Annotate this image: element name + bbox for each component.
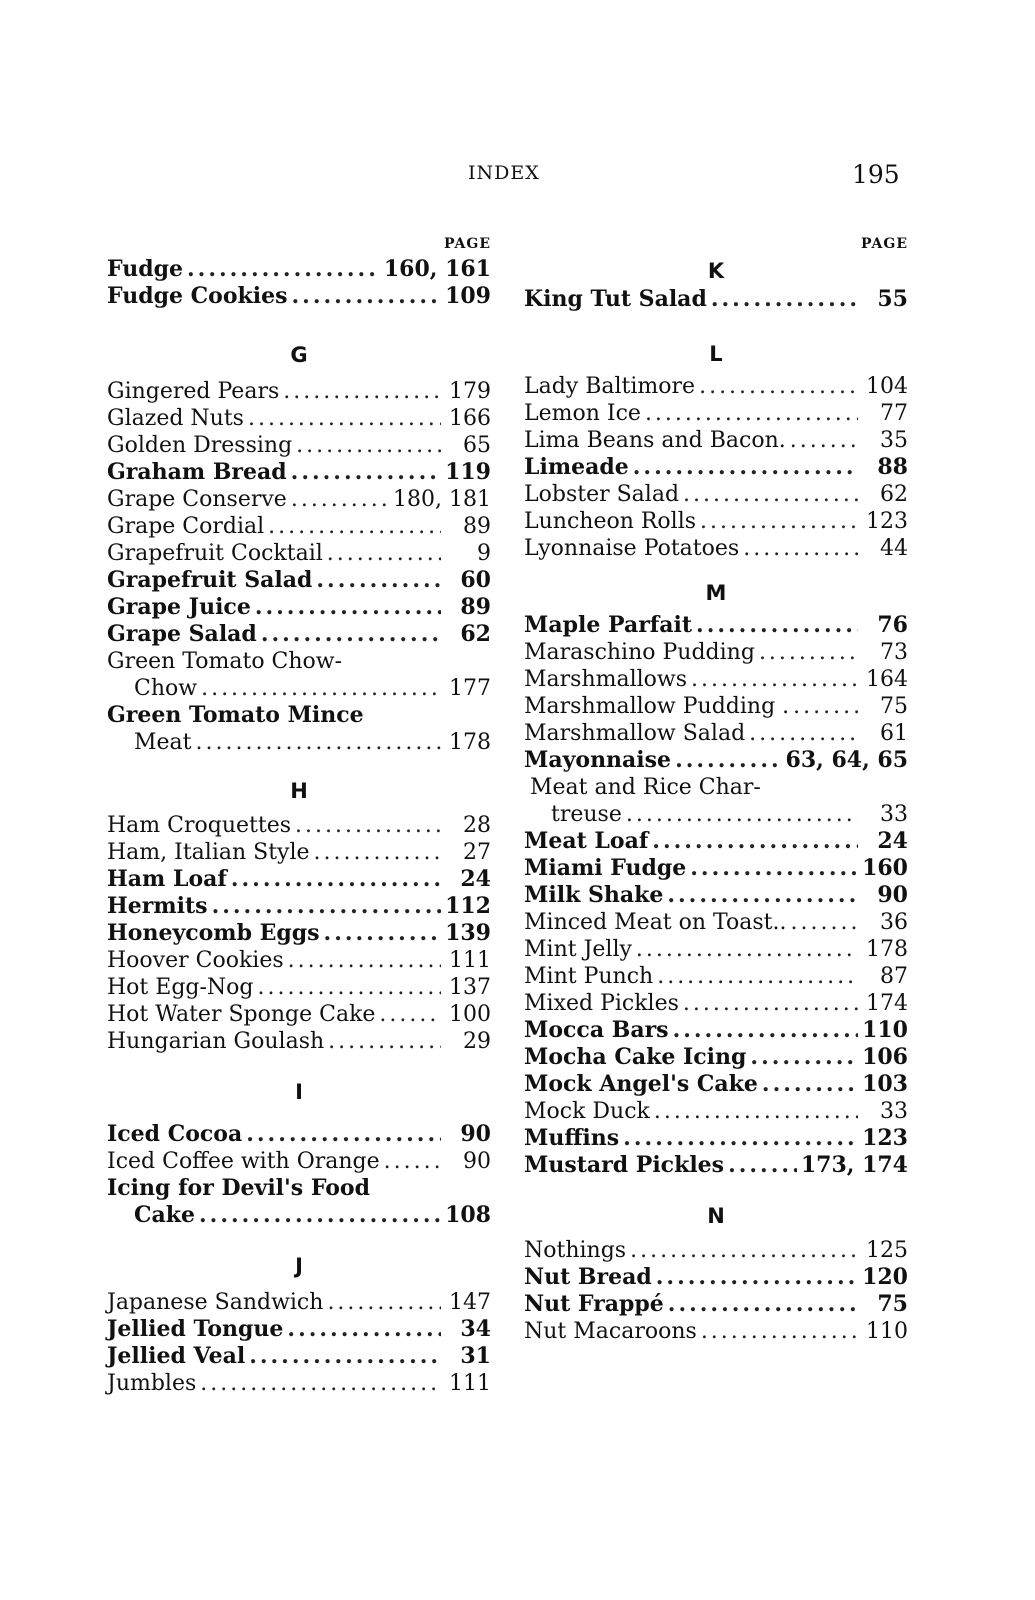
entry-name: Miami Fudge: [524, 855, 687, 881]
leader-dots: [623, 1125, 858, 1152]
section-j: [107, 1289, 491, 1397]
entry-page: 123: [862, 1125, 908, 1151]
entry-page: 137: [449, 975, 491, 1000]
leader-dots: [196, 729, 441, 756]
leader-dots: [683, 481, 858, 508]
entry-name: Luncheon Rolls: [524, 509, 697, 534]
leader-dots: [675, 747, 781, 774]
entry-name: Muffins: [524, 1125, 620, 1151]
entry-page: 62: [880, 482, 908, 507]
entry-name: Mixed Pickles: [524, 991, 679, 1016]
leader-dots: [633, 454, 858, 481]
page-number: 195: [852, 160, 900, 189]
entry-page: 34: [460, 1316, 491, 1342]
section-letter-l: L: [709, 342, 723, 366]
entry-name: Minced Meat on Toast..: [524, 910, 787, 935]
entry-name: Mint Jelly: [524, 937, 632, 962]
index-entry: [107, 283, 491, 310]
index-entry: [524, 1291, 908, 1318]
leader-dots: [328, 1028, 441, 1055]
index-entry: [524, 373, 908, 400]
entry-page: 178: [866, 937, 908, 962]
entry-page: 109: [445, 283, 491, 309]
entry-name: Hungarian Goulash: [107, 1029, 325, 1054]
right-column: [524, 232, 908, 1345]
index-entry: [107, 486, 491, 513]
entry-name: Green Tomato Chow-: [107, 649, 343, 674]
index-entry: [524, 828, 908, 855]
entry-name: Hot Egg-Nog: [107, 975, 254, 1000]
entry-name: Grapefruit Salad: [107, 567, 313, 593]
entry-page: 180, 181: [393, 487, 491, 512]
leader-dots: [656, 1264, 858, 1291]
entry-name: Chow: [134, 676, 198, 701]
index-entry: [524, 990, 908, 1017]
leader-dots: [384, 1148, 441, 1175]
index-entry: [107, 1289, 491, 1316]
entry-page: 44: [880, 536, 908, 561]
entry-name: Hoover Cookies: [107, 948, 284, 973]
entry-name: Iced Coffee with Orange: [107, 1149, 380, 1174]
section-m-b: [524, 828, 908, 1179]
entry-name: Grape Cordial: [107, 514, 265, 539]
entry-name: Lobster Salad: [524, 482, 680, 507]
entry-page: 63, 64, 65: [785, 747, 908, 773]
section-l: [524, 373, 908, 562]
entry-name: Graham Bread: [107, 459, 287, 485]
entry-name: Nut Bread: [524, 1264, 652, 1290]
entry-page: 65: [463, 433, 491, 458]
entry-page: 87: [880, 964, 908, 989]
index-entry: [107, 432, 491, 459]
entry-page: 28: [463, 813, 491, 838]
entry-name: Fudge Cookies: [107, 283, 288, 309]
entry-page: 60: [460, 567, 491, 593]
section-h: [107, 812, 491, 1055]
leader-dots: [201, 675, 441, 702]
leader-dots: [291, 486, 389, 513]
entry-page: 24: [460, 866, 491, 892]
entry-name: Jellied Veal: [107, 1343, 246, 1369]
index-entry: [107, 594, 491, 621]
entry-page: 139: [445, 920, 491, 946]
entry-page: 73: [880, 640, 908, 665]
index-entry: [524, 1125, 908, 1152]
entry-name: Meat and Rice Char-: [530, 775, 761, 800]
section-m-a: [524, 612, 908, 774]
leader-dots: [701, 1318, 858, 1345]
entry-name: King Tut Salad: [524, 286, 707, 312]
entry-name: Fudge: [107, 256, 183, 282]
section-letter-i: I: [295, 1080, 303, 1104]
index-entry: [524, 1152, 908, 1179]
index-entry: [107, 459, 491, 486]
index-entry: [524, 427, 908, 454]
leader-dots: [246, 1121, 441, 1148]
index-entry: [107, 1121, 491, 1148]
index-entry: [524, 666, 908, 693]
section-f: [107, 256, 491, 310]
index-entry: [107, 540, 491, 567]
entry-name: Maple Parfait: [524, 612, 693, 638]
entry-page: 100: [449, 1002, 491, 1027]
index-entry: [524, 508, 908, 535]
index-entry: [524, 747, 908, 774]
entry-name: Maraschino Pudding: [524, 640, 755, 665]
index-entry: [107, 1343, 491, 1370]
entry-page: 110: [866, 1319, 908, 1344]
entry-name: Hermits: [107, 893, 208, 919]
entry-page: 33: [880, 1099, 908, 1124]
leader-dots: [690, 855, 858, 882]
entry-page: 29: [463, 1029, 491, 1054]
section-letter-h: H: [290, 779, 308, 803]
leader-dots: [711, 286, 858, 313]
entry-name: Limeade: [524, 454, 629, 480]
entry-name: Nut Macaroons: [524, 1319, 697, 1344]
entry-name: Mocca Bars: [524, 1017, 669, 1043]
leader-dots: [324, 920, 441, 947]
leader-dots: [327, 1289, 441, 1316]
entry-page: 35: [880, 428, 908, 453]
entry-page: 147: [449, 1290, 491, 1315]
entry-page: 75: [880, 694, 908, 719]
section-letter-g: G: [290, 343, 308, 367]
entry-name: Lady Baltimore: [524, 374, 696, 399]
index-entry: [107, 513, 491, 540]
entry-page: 36: [880, 910, 908, 935]
leader-dots: [743, 535, 858, 562]
leader-dots: [231, 866, 441, 893]
leader-dots: [626, 801, 858, 828]
leader-dots: [261, 621, 441, 648]
entry-page: 160, 161: [383, 256, 491, 282]
section-g: [107, 378, 491, 648]
index-entry: [524, 481, 908, 508]
entry-name: Ham, Italian Style: [107, 840, 310, 865]
index-entry: [107, 378, 491, 405]
entry-page: 90: [460, 1121, 491, 1147]
index-entry: [107, 974, 491, 1001]
entry-name: Lyonnaise Potatoes: [524, 536, 740, 561]
entry-page: 103: [862, 1071, 908, 1097]
index-entry: [524, 1237, 908, 1264]
entry-name: Grapefruit Cocktail: [107, 541, 323, 566]
entry-page: 173, 174: [800, 1152, 908, 1178]
leader-dots: [292, 283, 442, 310]
entry-name: Mocha Cake Icing: [524, 1044, 747, 1070]
index-entry: [524, 286, 908, 313]
entry-page: 90: [463, 1149, 491, 1174]
leader-dots: [667, 882, 858, 909]
page-title: INDEX: [468, 162, 540, 184]
leader-dots: [212, 893, 441, 920]
index-entry-green-tomato-mince: [107, 702, 491, 756]
index-entry: [107, 920, 491, 947]
leader-dots: [759, 639, 858, 666]
entry-page: 31: [460, 1343, 491, 1369]
entry-page: 9: [477, 541, 491, 566]
entry-name: Meat: [134, 730, 192, 755]
index-entry: [107, 866, 491, 893]
entry-name: Nothings: [524, 1238, 627, 1263]
index-entry: [524, 1318, 908, 1345]
entry-name: Cake: [134, 1202, 196, 1228]
entry-name: Milk Shake: [524, 882, 664, 908]
index-entry: [107, 1001, 491, 1028]
entry-page: 166: [449, 406, 491, 431]
index-entry: [524, 1044, 908, 1071]
entry-name: Mock Duck: [524, 1099, 650, 1124]
entry-name: Gingered Pears: [107, 379, 280, 404]
entry-name: Marshmallow Salad: [524, 721, 746, 746]
index-entry: [107, 567, 491, 594]
leader-dots: [699, 373, 858, 400]
leader-dots: [287, 1316, 441, 1343]
entry-name: Lemon Ice: [524, 401, 641, 426]
leader-dots: [691, 666, 858, 693]
page-column-label: PAGE: [861, 236, 908, 252]
leader-dots: [749, 720, 858, 747]
leader-dots: [630, 1237, 858, 1264]
leader-dots: [295, 812, 441, 839]
entry-name: Mint Punch: [524, 964, 654, 989]
leader-dots: [657, 963, 858, 990]
entry-name: Jellied Tongue: [107, 1316, 284, 1342]
leader-dots: [696, 612, 858, 639]
entry-name: Mock Angel's Cake: [524, 1071, 758, 1097]
leader-dots: [645, 400, 858, 427]
index-entry: [524, 1071, 908, 1098]
entry-name: Green Tomato Mince: [107, 702, 364, 728]
section-n: [524, 1237, 908, 1345]
entry-page: 179: [449, 379, 491, 404]
leader-dots: [700, 508, 858, 535]
index-entry: [107, 1316, 491, 1343]
index-entry: [107, 839, 491, 866]
entry-page: 89: [463, 514, 491, 539]
leader-dots: [249, 1343, 441, 1370]
entry-page: 62: [460, 621, 491, 647]
index-entry: [524, 720, 908, 747]
index-entry: [524, 639, 908, 666]
index-entry: [524, 612, 908, 639]
index-entry: [524, 1017, 908, 1044]
leader-dots: [187, 256, 380, 283]
entry-page: 61: [880, 721, 908, 746]
index-entry: [107, 812, 491, 839]
entry-name: Hot Water Sponge Cake: [107, 1002, 376, 1027]
leader-dots: [314, 839, 441, 866]
entry-page: 174: [866, 991, 908, 1016]
entry-page: 125: [866, 1238, 908, 1263]
leader-dots: [258, 974, 441, 1001]
leader-dots: [255, 594, 441, 621]
entry-name: Icing for Devil's Food: [107, 1175, 370, 1201]
entry-name: Ham Croquettes: [107, 813, 292, 838]
index-entry: [524, 1098, 908, 1125]
leader-dots: [668, 1291, 858, 1318]
page-column-label: PAGE: [444, 236, 491, 252]
entry-page: 89: [460, 594, 491, 620]
entry-page: 55: [877, 286, 908, 312]
leader-dots: [791, 909, 859, 936]
entry-name: Marshmallow Pudding .: [524, 694, 790, 719]
entry-page: 112: [445, 893, 491, 919]
entry-page: 33: [880, 802, 908, 827]
entry-page: 177: [449, 676, 491, 701]
leader-dots: [636, 936, 858, 963]
section-letter-n: N: [707, 1204, 725, 1228]
leader-dots: [248, 405, 441, 432]
index-entry: [524, 1264, 908, 1291]
index-entry: [107, 1028, 491, 1055]
leader-dots: [793, 693, 858, 720]
entry-page: 77: [880, 401, 908, 426]
leader-dots: [283, 378, 441, 405]
entry-page: 119: [445, 459, 491, 485]
index-entry: [524, 882, 908, 909]
leader-dots: [728, 1152, 797, 1179]
entry-name: Nut Frappé: [524, 1291, 664, 1317]
section-letter-k: K: [707, 259, 725, 283]
left-column: [107, 232, 491, 1397]
entry-page: 76: [877, 612, 908, 638]
entry-page: 120: [862, 1264, 908, 1290]
entry-name: Iced Cocoa: [107, 1121, 243, 1147]
index-entry: [107, 1148, 491, 1175]
section-letter-m: M: [705, 581, 727, 605]
index-entry: [524, 535, 908, 562]
entry-name: Ham Loaf: [107, 866, 227, 892]
entry-name: treuse: [551, 802, 622, 827]
entry-page: 111: [449, 948, 491, 973]
index-entry: [524, 693, 908, 720]
entry-name: Grape Juice: [107, 594, 251, 620]
entry-page: 90: [877, 882, 908, 908]
index-entry: [107, 256, 491, 283]
entry-page: 75: [877, 1291, 908, 1317]
section-i: [107, 1121, 491, 1175]
leader-dots: [683, 990, 858, 1017]
entry-page: 106: [862, 1044, 908, 1070]
entry-name: Grape Conserve: [107, 487, 287, 512]
entry-page: 111: [449, 1371, 491, 1396]
index-entry-icing-devils-food: [107, 1175, 491, 1229]
index-entry: [524, 400, 908, 427]
leader-dots: [291, 459, 441, 486]
leader-dots: [762, 1071, 858, 1098]
leader-dots: [296, 432, 441, 459]
entry-name: Golden Dressing: [107, 433, 293, 458]
entry-page: 24: [877, 828, 908, 854]
entry-page: 164: [866, 667, 908, 692]
leader-dots: [199, 1202, 441, 1229]
entry-name: Grape Salad: [107, 621, 257, 647]
index-entry: [524, 909, 908, 936]
entry-name: Glazed Nuts: [107, 406, 244, 431]
entry-page: 160: [862, 855, 908, 881]
entry-page: 178: [449, 730, 491, 755]
entry-page: 108: [445, 1202, 491, 1228]
index-entry-green-tomato-chow: [107, 648, 491, 702]
entry-page: 110: [862, 1017, 908, 1043]
entry-name: Japanese Sandwich: [107, 1290, 324, 1315]
entry-name: Lima Beans and Bacon.: [524, 428, 786, 453]
section-k: [524, 286, 908, 313]
entry-name: Mustard Pickles: [524, 1152, 725, 1178]
leader-dots: [750, 1044, 858, 1071]
entry-name: Mayonnaise: [524, 747, 672, 773]
index-entry: [107, 621, 491, 648]
running-head: [0, 160, 1035, 190]
leader-dots: [790, 427, 858, 454]
index-entry: [524, 855, 908, 882]
index-entry: [524, 936, 908, 963]
leader-dots: [673, 1017, 858, 1044]
leader-dots: [652, 828, 858, 855]
entry-page: 104: [866, 374, 908, 399]
entry-page: 123: [866, 509, 908, 534]
leader-dots: [316, 567, 441, 594]
entry-name: Honeycomb Eggs: [107, 920, 320, 946]
index-entry: [524, 963, 908, 990]
leader-dots: [288, 947, 441, 974]
entry-name: Meat Loaf: [524, 828, 649, 854]
leader-dots: [379, 1001, 441, 1028]
section-letter-j: J: [295, 1254, 303, 1278]
index-entry: [524, 454, 908, 481]
index-entry: [107, 893, 491, 920]
leader-dots: [200, 1370, 441, 1397]
index-entry: [107, 405, 491, 432]
index-entry: [107, 1370, 491, 1397]
leader-dots: [327, 540, 441, 567]
index-entry: [107, 947, 491, 974]
entry-name: Jumbles: [107, 1371, 197, 1396]
leader-dots: [268, 513, 441, 540]
entry-page: 27: [463, 840, 491, 865]
entry-name: Marshmallows: [524, 667, 688, 692]
index-entry-meat-rice: [524, 774, 908, 828]
entry-page: 88: [877, 454, 908, 480]
leader-dots: [654, 1098, 858, 1125]
